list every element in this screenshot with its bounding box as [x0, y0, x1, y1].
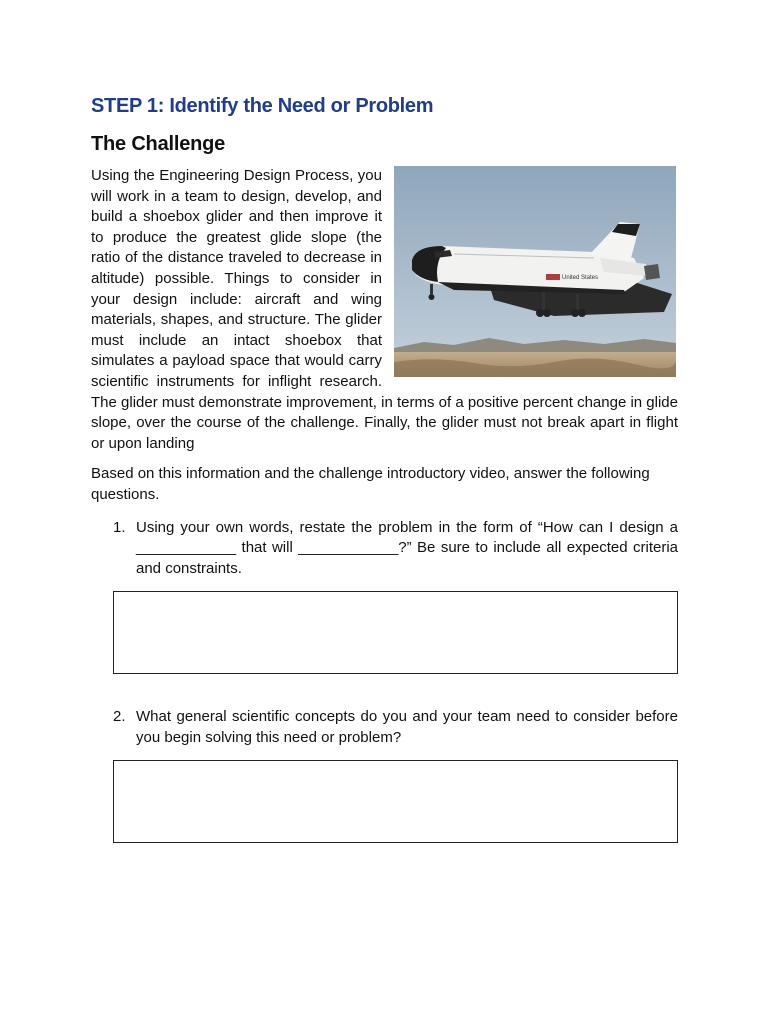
- challenge-section: [91, 166, 678, 454]
- question-text: Using your own words, restate the problem in the form of “How can I design a ____________ that will ____________?” Be sure to include all expected criteria and constraints.: [136, 518, 678, 577]
- instructions-paragraph: Based on this information and the challenge introductory video, answer the following questions.: [91, 465, 650, 503]
- question-number: 2.: [113, 708, 126, 726]
- answer-input-1[interactable]: [114, 592, 677, 673]
- question-2: [91, 707, 678, 748]
- question-number: 1.: [113, 518, 126, 536]
- shuttle-lettering: United States: [562, 275, 599, 281]
- answer-box-2[interactable]: [113, 760, 678, 843]
- step-heading: STEP 1: Identify the Need or Problem: [91, 95, 434, 117]
- section-heading: The Challenge: [91, 133, 226, 155]
- worksheet-page: [91, 92, 678, 843]
- answer-input-2[interactable]: [114, 761, 677, 842]
- answer-box-1[interactable]: [113, 591, 678, 674]
- question-text: What general scientific concepts do you and your team need to consider before you begin solving this need or problem?: [136, 708, 678, 746]
- challenge-paragraph: Using the Engineering Design Process, you will work in a team to design, develop, and build a shoebox glider and then improve it to produce the greatest glide slope (the ratio of the distance traveled to decrease in altitude) possible. Things to consider in your design include: aircraft and wing materials, shapes, and structure. The glider must include an intact shoebox that simulates a payload space that would carry scientific instruments for inflight research. The glider must demonstrate improvement, in terms of a positive percent change in glide slope, over the course of the challenge. Finally, the glider must not break apart in flight or upon landing: [91, 167, 678, 452]
- question-1: [91, 518, 678, 580]
- space-shuttle-photo: [394, 166, 676, 377]
